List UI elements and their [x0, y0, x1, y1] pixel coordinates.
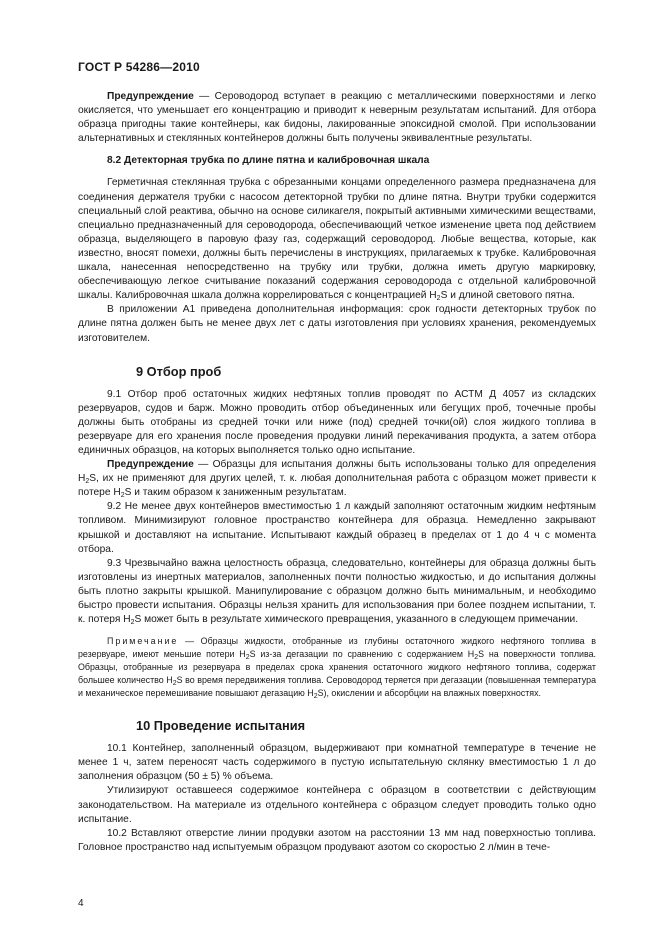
- text-run: S и таким образом к заниженным результатам.: [124, 487, 347, 499]
- text-run: — Образцы жидкости, отобранные из глубины остаточного жидкого нефтяного топлива в резервуаре, имеют меньшие потери H: [78, 636, 596, 660]
- text-run: S и длиной светового пятна.: [440, 290, 575, 302]
- note-paragraph: [78, 635, 596, 700]
- text-run: S на поверхности топлива. Образцы, отобранные из резервуара в пределах срока хранения остаточного жидкого нефтяного топлива, содержат большее количество H: [78, 649, 596, 686]
- text-run: Герметичная стеклянная трубка с обрезанными концами определенного размера предназначена для соединения держателя трубки с насосом детекторной трубки по длине пятна. Внутри трубки содержится специальный слой реактива, обычно на основе силикагеля, покрытый активными химическими веществами, специально предназначенный для сероводорода, обеспечивающий четкое изменение цвета под действием образца, выделяющего в паровую фазу газ, содержащий сероводород. Любые вещества, которые, как известно, вносят помехи, должны быть перечислены в инструкциях, прилагаемых к трубке. Калибровочная шкала, нанесенная непосредственно на трубку или трубки, должна иметь другую маркировку, обеспечивающую легкое считывание показаний содержания сероводорода с отдельной калибровочной шкалы. Калибровочная шкала должна коррелироваться с концентрацией H: [78, 177, 596, 302]
- document-body: [78, 90, 596, 855]
- subsection-8-2-title: 8.2 Детекторная трубка по длине пятна и калибровочная шкала: [107, 155, 430, 167]
- subscript: 2: [313, 693, 318, 701]
- paragraph-9-1: 9.1 Отбор проб остаточных жидких нефтяных топлив проводят по АСТМ Д 4057 из складских резервуаров, судов и барж. Можно проводить отбор объединенных или бегущих проб, точечные пробы должны быть отобраны из средней точки или ниже (под) средней точки(ой) слоя жидкого топлива в резервуаре для его хранения после проведения продувки линий перекачивания продукта, а затем отбора единичных образцов, на которых выполняется только одно испытание.: [78, 388, 596, 456]
- text-run: S), окислении и абсорбции на влажных поверхностях.: [317, 688, 542, 699]
- warning-text: — Сероводород вступает в реакцию с металлическими поверхностями и легко окисляется, что уменьшает его концентрацию и приводит к неверным результатам испытаний. Для отбора образца пригодны такие контейнеры, как бидоны, лакированные эпоксидной смолой. При использовании альтернативных и стеклянных контейнеров должны быть получены эквивалентные результаты.: [78, 91, 596, 145]
- warning-paragraph: [78, 90, 596, 146]
- subscript: 2: [120, 492, 125, 500]
- subscript: 2: [474, 654, 479, 662]
- text-run: S во время передвижения топлива. Сероводород теряется при дегазации (повышенная температура и механическое перемешивание повышают дегазацию H: [78, 675, 596, 699]
- text-run: — Образцы для испытания должны быть использованы только для определения H: [78, 459, 596, 485]
- subscript: 2: [85, 478, 90, 486]
- text-run: S может быть в результате химического превращения, указанного в следующем примечании.: [134, 614, 579, 626]
- subscript: 2: [172, 680, 177, 688]
- section-10-title: 10 Проведение испытания: [136, 718, 306, 734]
- note-label: Примечание: [107, 636, 179, 647]
- paragraph-8-2-2: В приложении А1 приведена дополнительная информация: срок годности детекторных трубок по длине пятна должен быть не менее двух лет с даты изготовления при условиях хранения, рекомендуемых изготовителем.: [78, 304, 596, 344]
- standard-header: ГОСТ Р 54286—2010: [78, 60, 200, 74]
- text-run: S из-за дегазации по сравнению с содержанием H: [249, 649, 475, 660]
- warning-paragraph-9: [78, 458, 596, 500]
- paragraph-10-2: 10.2 Вставляют отверстие линии продувки азотом на расстоянии 13 мм над поверхностью топлива. Головное пространство над испытуемым образцом продувают азотом со скоростью 2 л/мин в тече-: [78, 827, 596, 853]
- subscript: 2: [130, 619, 135, 627]
- paragraph-8-2-1: [78, 176, 596, 303]
- text-run: S, их не применяют для других целей, т. к. любая дополнительная работа с образцом может привести к потере H: [78, 473, 596, 499]
- text-run: 9.3 Чрезвычайно важна целостность образца, следовательно, контейнеры для образца должны быть изготовлены из инертных материалов, заполненных почти полностью жидкостью, и до испытания должны быть плотно закрыты крышкой. Манипулирование с образцом должно быть минимальным, и необходимо быстро провести испытания. Образцы нельзя хранить для использования при более позднем испытании, т. к. потеря H: [78, 557, 596, 626]
- warning-lead: Предупреждение: [107, 459, 194, 471]
- subscript: 2: [245, 654, 250, 662]
- paragraph-10-1b: Утилизируют оставшееся содержимое контейнера с образцом в соответствии с действующим законодательством. На материале из отдельного контейнера с образцом следует проводить только одно испытание.: [78, 785, 596, 825]
- paragraph-9-3: [78, 557, 596, 627]
- section-9-title: 9 Отбор проб: [136, 363, 222, 379]
- paragraph-10-1: 10.1 Контейнер, заполненный образцом, выдерживают при комнатной температуре в течение не менее 1 ч, затем переносят часть содержимого в пустую испытательную склянку вместимостью 1 л до заполнения образцом (50 ± 5) % объема.: [78, 743, 596, 783]
- warning-lead: Предупреждение: [107, 91, 194, 102]
- subscript: 2: [436, 295, 441, 303]
- page-number: 4: [78, 898, 84, 909]
- paragraph-9-2: 9.2 Не менее двух контейнеров вместимостью 1 л каждый заполняют остаточным жидким нефтяным топливом. Минимизируют головное пространство контейнера для образца. Немедленно закрывают крышкой и доставляют на испытание. Испытывают каждый образец в пределах от 1 до 4 ч с момента отбора.: [78, 501, 596, 555]
